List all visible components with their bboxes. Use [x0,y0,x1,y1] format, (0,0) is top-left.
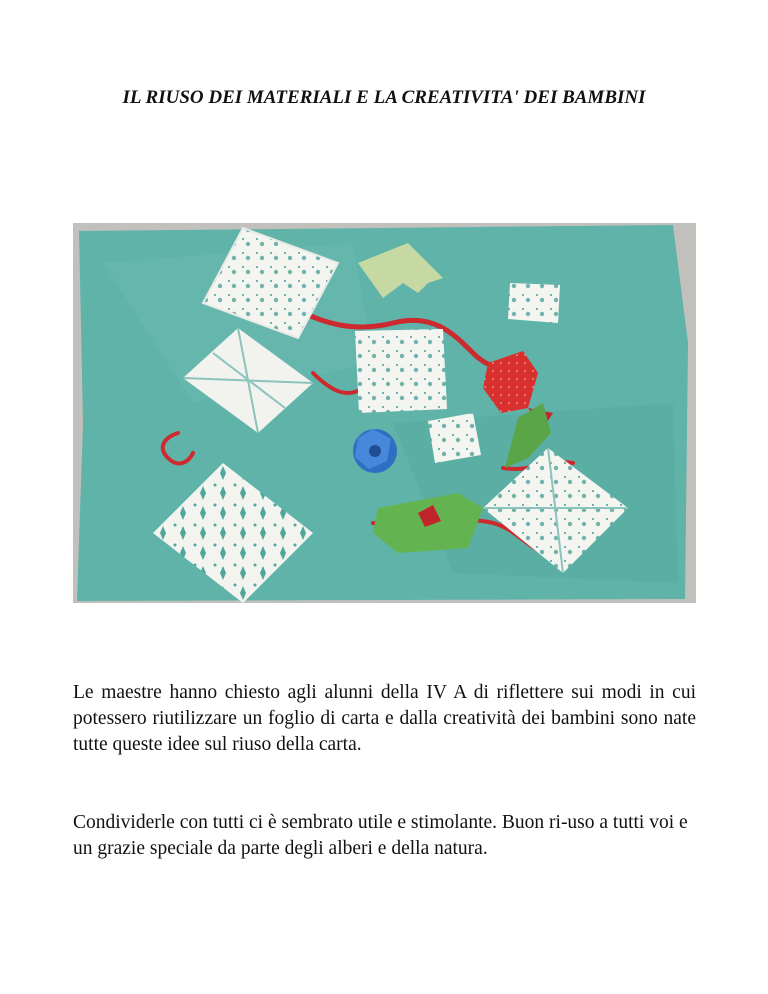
paper-cutout [508,283,560,323]
page-title: IL RIUSO DEI MATERIALI E LA CREATIVITA' DEI BAMBINI [122,87,646,108]
paragraph-closing: Condividerle con tutti ci è sembrato utile e stimolante. Buon ri-uso a tutti voi e un grazie speciale da parte degli alberi e della natura. [73,812,688,859]
blue-origami-ball [353,429,397,473]
paragraph-intro: Le maestre hanno chiesto agli alunni della IV A di riflettere sui modi in cui potessero riutilizzare un foglio di carta e dalla creatività dei bambini sono nate tutte queste idee sul riuso della carta. [73,682,696,755]
paper-snowflake [355,329,447,413]
paper-cutout [428,413,481,463]
paper-crafts-photo [73,223,696,603]
